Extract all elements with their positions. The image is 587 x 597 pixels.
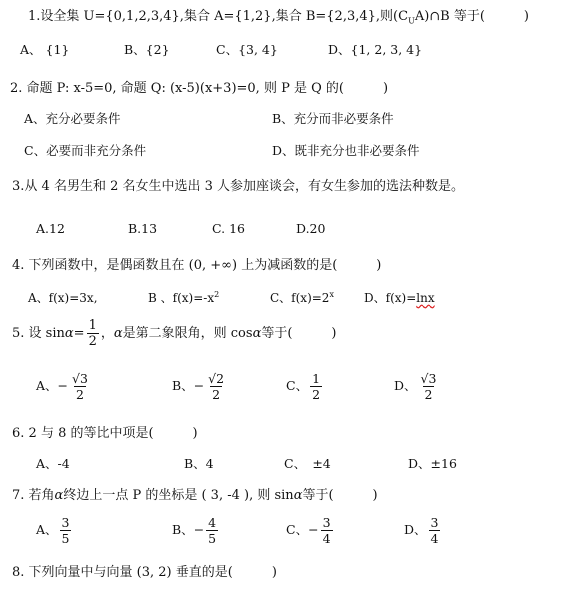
question-4-option-a: A、f(x)=3x, (28, 291, 98, 305)
question-5-option-b-fraction (206, 371, 226, 402)
question-5-option-b-denominator: 2 (212, 387, 221, 402)
question-3-option-a: A.12 (36, 221, 65, 236)
question-7-option-b-denominator: 5 (208, 531, 217, 546)
question-7-text-mid: 终边上一点 P 的坐标是 ( 3, -4 ), 则 sin (63, 488, 294, 503)
question-5-numerator: 1 (88, 318, 97, 333)
question-7-option-b-label: B、 (172, 522, 194, 537)
question-5-alpha-3: α (252, 326, 262, 341)
question-5-option-c-fraction (310, 371, 322, 402)
question-6-option-b: B、4 (184, 456, 214, 471)
question-1-text: 1.设全集 U={0,1,2,3,4},集合 A={1,2},集合 B={2,3,4},则(C (28, 9, 409, 24)
question-7-option-c-denominator: 4 (322, 531, 331, 546)
question-3-option-b: B.13 (128, 221, 158, 236)
question-4-option-d-text: D、f(x)= (364, 291, 417, 305)
question-5-option-a-numerator: √3 (72, 371, 88, 386)
question-7-option-b-numerator: 4 (208, 515, 217, 530)
question-5-option-a-label: A、 (36, 378, 58, 393)
question-5-option-a (36, 368, 92, 404)
question-5-option-d-fraction (419, 371, 439, 402)
question-5-option-c-label: C、 (286, 378, 309, 393)
question-5-option-a-sign: − (57, 378, 69, 393)
question-7-option-c-numerator: 3 (322, 515, 331, 530)
question-7-text: 7. 若角 (12, 488, 55, 503)
question-4-stem: 4. 下列函数中，是偶函数且在 (0, +∞) 上为减函数的是( ) (12, 258, 382, 273)
question-2-option-c: C、必要而非充分条件 (24, 143, 147, 158)
question-4-option-d-lnx: lnx (416, 291, 435, 305)
question-5-option-d (394, 368, 440, 404)
question-5-alpha: α (64, 326, 74, 341)
question-4-option-c-exponent: x (329, 290, 334, 299)
question-7-text-end: 等于( ) (302, 488, 378, 503)
question-4-option-c-text: C、f(x)=2 (270, 291, 330, 305)
question-5-text: 5. 设 sin (12, 326, 65, 341)
question-5-option-b-numerator: √2 (208, 371, 225, 386)
question-5-option-c-denominator: 2 (312, 387, 321, 402)
question-4-option-d (364, 290, 435, 306)
question-6-option-d: D、±16 (408, 456, 457, 471)
question-7-option-b-sign: − (193, 522, 205, 537)
question-5-option-d-numerator: √3 (420, 371, 437, 386)
question-5-option-b-radicand: 2 (216, 371, 225, 386)
question-7-option-c-fraction (321, 515, 333, 546)
question-5-text-mid: 是第二象限角，则 cos (122, 326, 253, 341)
question-1-option-c: C、{3, 4} (216, 42, 278, 57)
question-2-stem: 2. 命题 P: x-5=0, 命题 Q: (x-5)(x+3)=0, 则 P 是 Q 的( ) (10, 81, 389, 96)
question-7-alpha: α (54, 488, 64, 503)
question-7-option-b-fraction (206, 515, 218, 546)
question-7-option-d-label: D、 (404, 522, 427, 537)
question-6-option-a: A、-4 (36, 456, 70, 471)
question-5-stem (12, 318, 337, 350)
question-3-stem: 3.从 4 名男生和 2 名女生中选出 3 人参加座谈会，有女生参加的选法种数是。 (12, 179, 465, 194)
question-7-option-a-numerator: 3 (61, 515, 70, 530)
question-5-option-d-label: D、 (394, 378, 417, 393)
question-4-option-b (148, 290, 219, 306)
question-4-option-b-text: B 、f(x)=-x (148, 291, 215, 305)
question-4-option-c (270, 290, 334, 306)
question-4-option-b-exponent: 2 (214, 290, 220, 299)
question-7-option-d-fraction (429, 515, 441, 546)
question-7-stem (12, 488, 378, 504)
question-7-alpha-2: α (293, 488, 303, 503)
question-5-alpha-2: α (113, 326, 123, 341)
question-1-option-b: B、{2} (124, 42, 170, 57)
question-1-text-end: A)∩B 等于( ) (414, 9, 529, 24)
question-7-option-a-denominator: 5 (61, 531, 70, 546)
question-5-option-a-fraction (70, 371, 90, 402)
question-6-option-c: C、 ±4 (284, 456, 331, 471)
question-5-option-d-denominator: 2 (424, 387, 433, 402)
question-5-option-b (172, 368, 228, 404)
question-5-equals: = (73, 326, 85, 341)
question-1-option-d: D、{1, 2, 3, 4} (328, 42, 423, 57)
question-5-option-c (286, 368, 324, 404)
question-5-option-b-sign: − (193, 378, 205, 393)
question-7-option-c (286, 513, 335, 547)
question-7-option-d-denominator: 4 (430, 531, 439, 546)
question-3-option-c: C. 16 (212, 221, 245, 236)
question-2-option-a: A、充分必要条件 (24, 111, 121, 126)
question-5-option-a-radicand: 3 (79, 371, 88, 386)
question-1-option-a: A、 {1} (20, 42, 70, 57)
question-5-comma: ， (100, 326, 114, 341)
question-5-denominator: 2 (88, 334, 97, 349)
question-2-option-b: B、充分而非必要条件 (272, 111, 394, 126)
question-5-option-d-radicand: 3 (428, 371, 437, 386)
question-3-option-d: D.20 (296, 221, 326, 236)
question-7-option-c-sign: − (308, 522, 319, 537)
question-5-option-a-denominator: 2 (76, 387, 84, 402)
question-1-stem (28, 9, 529, 30)
question-5-text-end: 等于( ) (261, 326, 337, 341)
question-5-option-c-numerator: 1 (312, 371, 321, 386)
question-7-option-b (172, 513, 220, 547)
question-7-option-d (404, 513, 442, 547)
question-2-option-d: D、既非充分也非必要条件 (272, 143, 420, 158)
question-7-option-a-fraction (60, 515, 72, 546)
question-7-option-c-label: C、 (286, 522, 309, 537)
question-6-stem: 6. 2 与 8 的等比中项是( ) (12, 426, 198, 441)
question-1-subscript: U (408, 16, 415, 26)
question-7-option-a (36, 513, 73, 547)
question-5-option-b-label: B、 (172, 378, 194, 393)
question-7-option-d-numerator: 3 (430, 515, 439, 530)
question-7-option-a-label: A、 (36, 522, 58, 537)
question-8-stem: 8. 下列向量中与向量 (3, 2) 垂直的是( ) (12, 565, 277, 580)
question-5-fraction (87, 318, 99, 349)
